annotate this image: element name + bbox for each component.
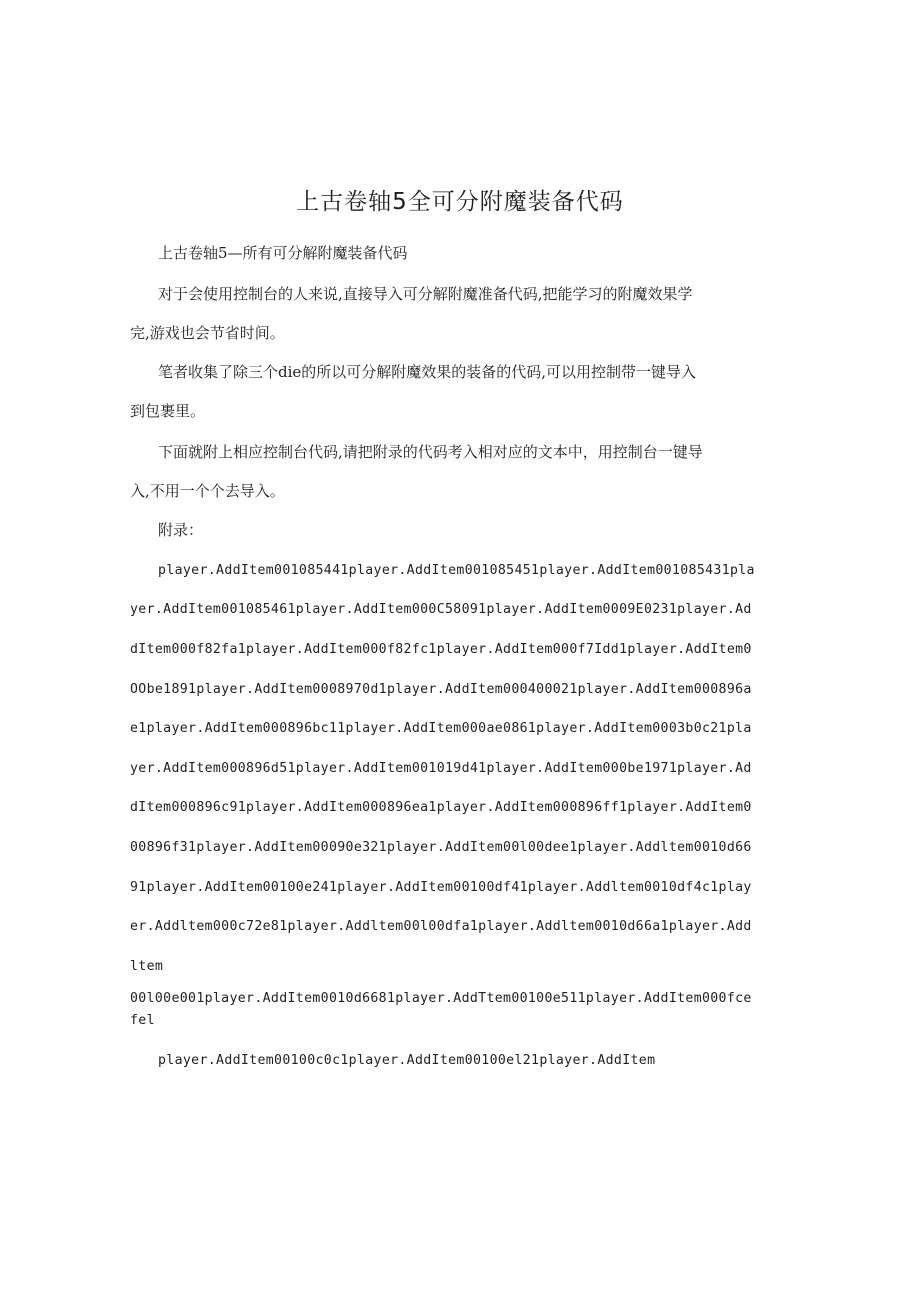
document-subtitle: 上古卷轴5—所有可分解附魔装备代码 <box>158 244 408 262</box>
code-line: fel <box>130 1013 155 1028</box>
code-line: e1player.AddItem000896bc11player.AddItem000ae0861player.AddItem0003b0c21pla <box>130 721 752 736</box>
paragraph-2-line-1: 笔者收集了除三个die的所以可分解附魔效果的装备的代码,可以用控制带一键导入 <box>158 363 697 381</box>
paragraph-1-line-1: 对于会使用控制台的人来说,直接导入可分解附魔准备代码,把能学习的附魔效果学 <box>158 285 693 303</box>
code-line: player.AddItem001085441player.AddItem001085451player.AddItem001085431pla <box>158 563 755 578</box>
code-line: 00l00e001player.AddItem0010d6681player.AddTtem00100e511player.AddItem000fce <box>130 991 752 1006</box>
paragraph-3-line-1: 下面就附上相应控制台代码,请把附录的代码考入相对应的文本中，用控制台一键导 <box>158 443 703 461</box>
code-line: player.AddItem00100c0c1player.AddItem00100el21player.AddItem <box>158 1053 656 1068</box>
document-title: 上古卷轴5全可分附魔装备代码 <box>296 189 624 215</box>
code-line: 00896f31player.AddItem00090e321player.AddItem00l00dee1player.Addltem0010d66 <box>130 840 752 855</box>
code-line: yer.AddItem000896d51player.AddItem001019d41player.AddItem000be1971player.Ad <box>130 761 752 776</box>
code-line: dItem000896c91player.AddItem000896ea1player.AddItem000896ff1player.AddItem0 <box>130 800 752 815</box>
paragraph-1-line-2: 完,游戏也会节省时间。 <box>130 324 285 342</box>
code-line: OObe1891player.AddItem0008970d1player.AddItem000400021player.AddItem000896a <box>130 682 752 697</box>
code-line: er.Addltem000c72e81player.Addltem00l00dfa1player.Addltem0010d66a1player.Add <box>130 919 752 934</box>
code-line: 91player.AddItem00100e241player.AddItem00100df41player.Addltem0010df4c1play <box>130 880 752 895</box>
paragraph-2-line-2: 到包裹里。 <box>130 402 206 420</box>
code-line: yer.AddItem001085461player.AddItem000C58091player.AddItem0009E0231player.Ad <box>130 602 752 617</box>
appendix-label: 附录： <box>158 521 204 539</box>
code-line: ltem <box>130 959 164 974</box>
paragraph-3-line-2: 入,不用一个个去导入。 <box>130 482 285 500</box>
code-line: dItem000f82fa1player.AddItem000f82fc1player.AddItem000f7Idd1player.AddItem0 <box>130 642 752 657</box>
